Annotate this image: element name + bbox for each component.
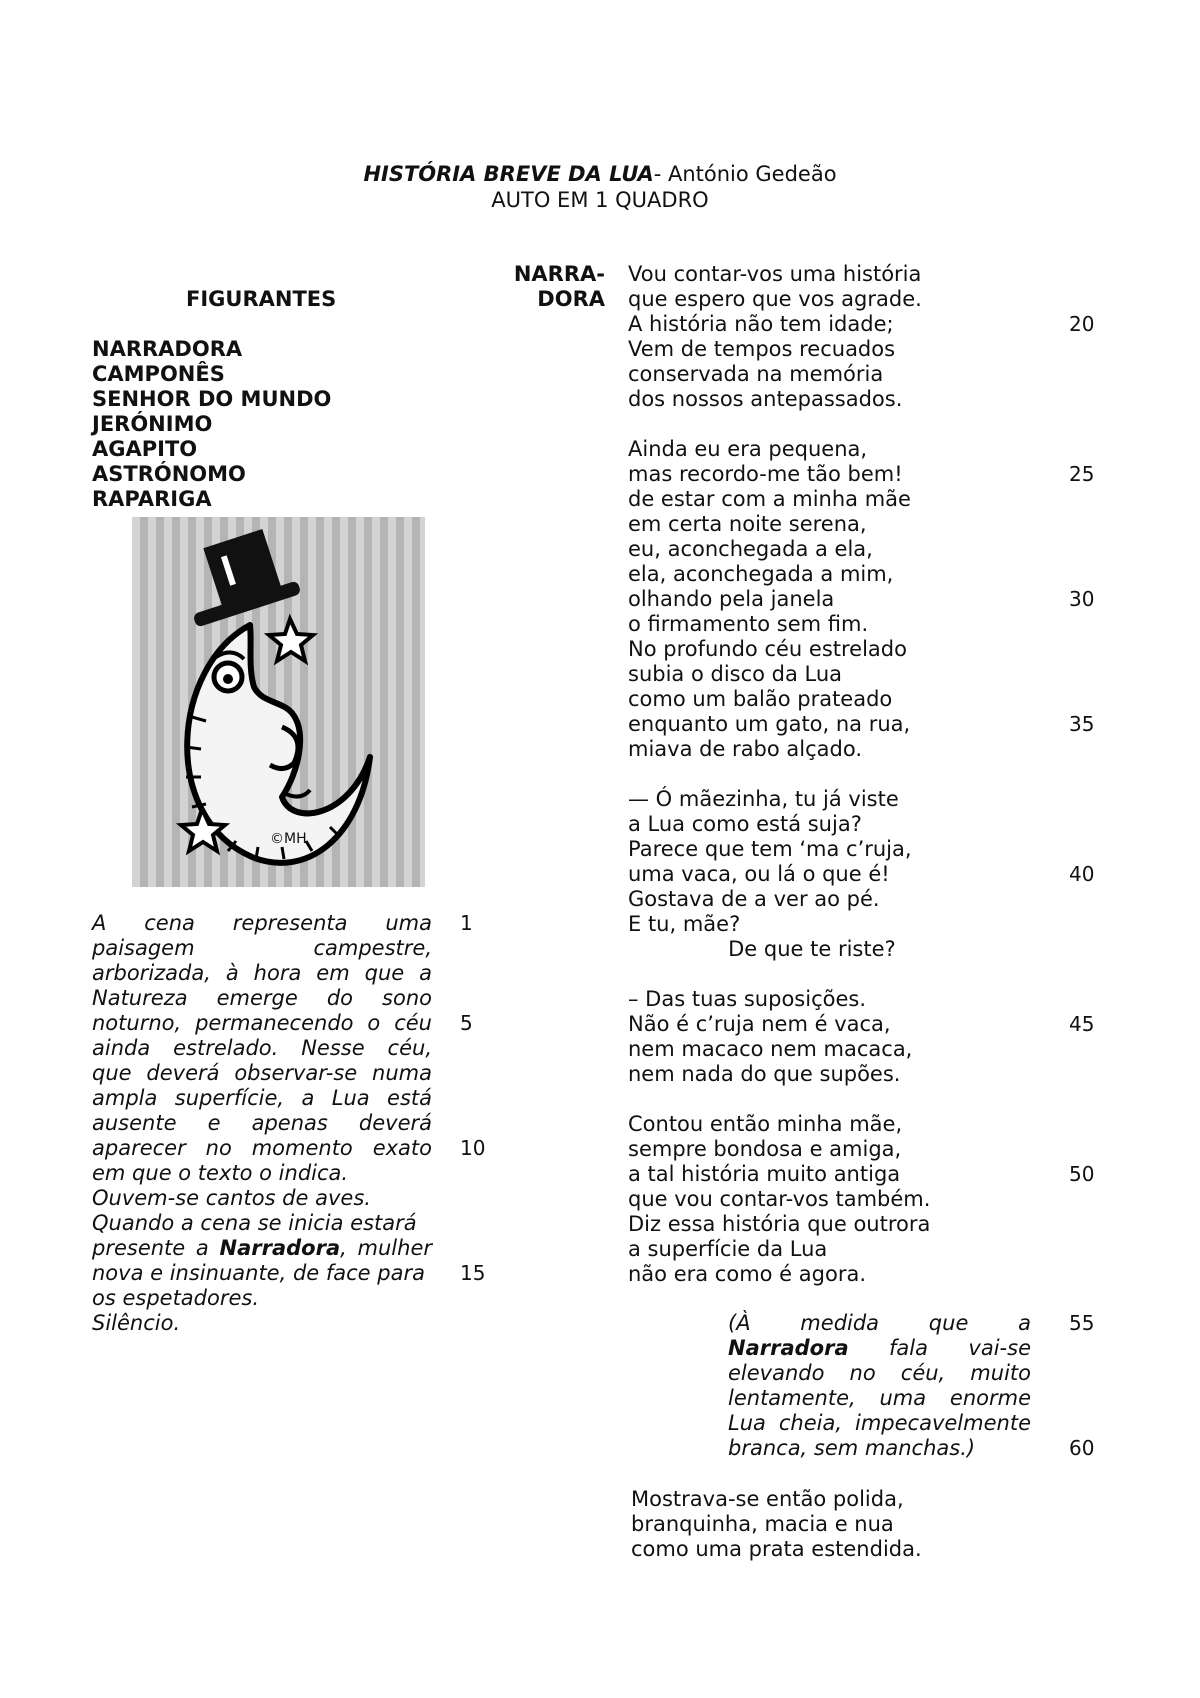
direction-line: elevando no céu, muito (728, 1361, 1031, 1385)
verse-line: A história não tem idade; (628, 312, 894, 336)
line-number: 40 (1069, 862, 1095, 886)
cast-item: SENHOR DO MUNDO (92, 387, 332, 411)
stage-line (92, 1236, 432, 1261)
line-number: 20 (1069, 312, 1095, 336)
moon-illustration (132, 517, 425, 887)
stage-line: ausente e apenas deverá (92, 1111, 432, 1135)
verse-line: Mostrava-se então polida, (631, 1487, 904, 1511)
verse-line: não era como é agora. (628, 1262, 866, 1286)
line-number: 10 (460, 1136, 486, 1160)
stage-line: aparecer no momento exato (92, 1136, 432, 1160)
verse-line: Não é c’ruja nem é vaca, (628, 1012, 891, 1036)
cast-item: RAPARIGA (92, 487, 212, 511)
stage-line: arborizada, à hora em que a (92, 961, 432, 985)
stage-direction-2 (728, 1311, 1031, 1461)
verse-line: — Ó mãezinha, tu já viste (628, 787, 899, 811)
stage-line: Silêncio. (92, 1311, 181, 1335)
verse-line: olhando pela janela (628, 587, 835, 611)
verse-line: Contou então minha mãe, (628, 1112, 903, 1136)
stage-line: ainda estrelado. Nesse céu, (92, 1036, 432, 1060)
stanza (628, 437, 930, 762)
cast-item: AGAPITO (92, 437, 198, 461)
verse-line: enquanto um gato, na rua, (628, 712, 911, 736)
stage-line: Ouvem-se cantos de aves. (92, 1186, 371, 1210)
stage-line: noturno, permanecendo o céu (92, 1011, 432, 1035)
verse-line: Parece que tem ‘ma c’ruja, (628, 837, 912, 861)
line-number: 5 (460, 1011, 473, 1035)
speaker-label (505, 262, 605, 312)
stage-line: os espetadores. (92, 1286, 260, 1310)
stage-line: paisagem campestre, (92, 936, 432, 960)
direction-line: branca, sem manchas.) (728, 1436, 976, 1460)
verse-line: que vou contar-vos também. (628, 1187, 931, 1211)
verse-line: Vem de tempos recuados (628, 337, 896, 361)
verse-line: a tal história muito antiga (628, 1162, 901, 1186)
verse-line: branquinha, macia e nua (631, 1512, 894, 1536)
verse-line: De que te riste? (628, 937, 896, 961)
verse-line: de estar com a minha mãe (628, 487, 911, 511)
stanza (628, 1112, 930, 1287)
verse-line: E tu, mãe? (628, 912, 741, 936)
verse-line: nem macaco nem macaca, (628, 1037, 913, 1061)
document-header (0, 161, 1200, 213)
verse-line: miava de rabo alçado. (628, 737, 863, 761)
stage-line-start: presente a (92, 1236, 220, 1260)
verse-line: sempre bondosa e amiga, (628, 1137, 902, 1161)
cast-list (92, 337, 331, 512)
verse-line: conservada na memória (628, 362, 884, 386)
line-number: 15 (460, 1261, 486, 1285)
line-number: 55 (1069, 1311, 1095, 1335)
line-number: 35 (1069, 712, 1095, 736)
direction-line-end: fala vai-se (848, 1336, 1031, 1360)
verse-line: como uma prata estendida. (631, 1537, 922, 1561)
verse-line: o firmamento sem fim. (628, 612, 869, 636)
illustration-signature: ©MH (270, 831, 307, 847)
verse-line: Vou contar-vos uma história (628, 262, 922, 286)
cast-item: NARRADORA (92, 337, 243, 361)
line-number: 60 (1069, 1436, 1095, 1460)
direction-line: (À medida que a (728, 1311, 1031, 1335)
verse-line: uma vaca, ou lá o que é! (628, 862, 890, 886)
verse-text (628, 262, 930, 1312)
verse-line: a superfície da Lua (628, 1237, 828, 1261)
play-title: HISTÓRIA BREVE DA LUA (363, 162, 654, 186)
verse-line: subia o disco da Lua (628, 662, 843, 686)
line-number: 25 (1069, 462, 1095, 486)
verse-line: No profundo céu estrelado (628, 637, 907, 661)
verse-line: nem nada do que supões. (628, 1062, 901, 1086)
character-name: Narradora (219, 1236, 341, 1260)
verse-line: em certa noite serena, (628, 512, 867, 536)
direction-line: lentamente, uma enorme (728, 1386, 1031, 1410)
verse-line: Gostava de a ver ao pé. (628, 887, 880, 911)
direction-line: Lua cheia, impecavelmente (728, 1411, 1031, 1435)
verse-line: – Das tuas suposições. (628, 987, 866, 1011)
play-subtitle: AUTO EM 1 QUADRO (491, 188, 709, 212)
stanza (628, 262, 930, 412)
verse-line: Ainda eu era pequena, (628, 437, 868, 461)
stage-direction (92, 911, 432, 1336)
stage-line: Quando a cena se inicia estará (92, 1211, 417, 1235)
play-author: - António Gedeão (653, 162, 837, 186)
verse-line: eu, aconchegada a ela, (628, 537, 873, 561)
verse-line: mas recordo-me tão bem! (628, 462, 903, 486)
cast-item: JERÓNIMO (92, 412, 213, 436)
stage-line: em que o texto o indica. (92, 1161, 349, 1185)
cast-item: ASTRÓNOMO (92, 462, 246, 486)
stanza (628, 987, 930, 1087)
line-number: 45 (1069, 1012, 1095, 1036)
verse-line: Diz essa história que outrora (628, 1212, 931, 1236)
final-stanza (631, 1487, 922, 1562)
line-number: 30 (1069, 587, 1095, 611)
speaker-line: DORA (537, 287, 605, 311)
character-name: Narradora (728, 1336, 849, 1360)
speaker-line: NARRA- (513, 262, 605, 286)
stage-line: A cena representa uma (92, 911, 432, 935)
verse-line: a Lua como está suja? (628, 812, 862, 836)
line-number: 1 (460, 911, 473, 935)
stage-line: Natureza emerge do sono (92, 986, 432, 1010)
stage-line: nova e insinuante, de face para (92, 1261, 425, 1285)
verse-line: como um balão prateado (628, 687, 893, 711)
stage-line-end: , mulher (340, 1236, 432, 1260)
verse-line: ela, aconchegada a mim, (628, 562, 894, 586)
direction-line (728, 1336, 1031, 1361)
figurantes-heading: FIGURANTES (186, 287, 337, 311)
line-number: 50 (1069, 1162, 1095, 1186)
stanza (628, 787, 930, 962)
verse-line: dos nossos antepassados. (628, 387, 903, 411)
stage-line: ampla superfície, a Lua está (92, 1086, 432, 1110)
cast-item: CAMPONÊS (92, 362, 225, 386)
verse-line: que espero que vos agrade. (628, 287, 922, 311)
stage-line: que deverá observar-se numa (92, 1061, 432, 1085)
